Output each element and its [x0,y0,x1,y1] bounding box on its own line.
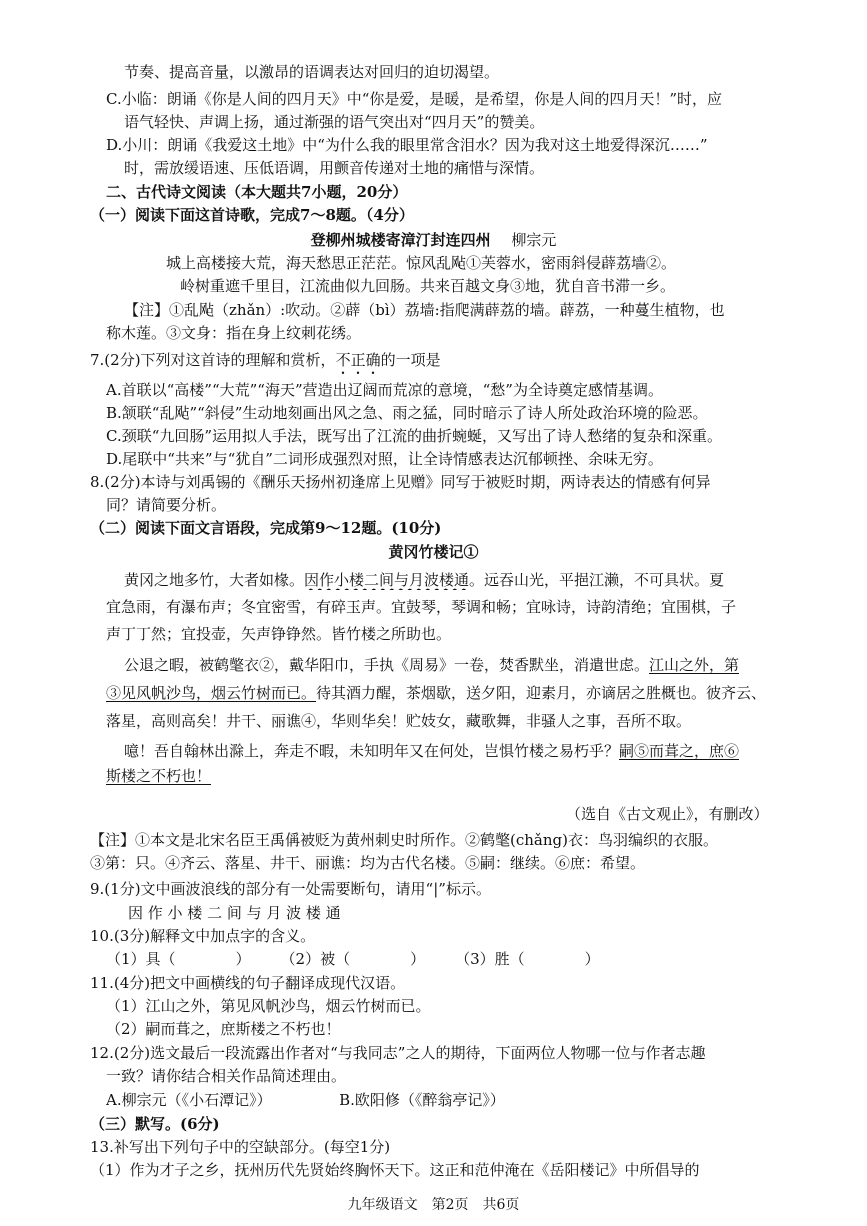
question-9: 9.(1分)文中画波浪线的部分有一处需要断句，请用“|”标示。 [90,880,491,898]
option-d: D.小川：朗诵《我爱这土地》中“为什么我的眼里常含泪水？因为我对这土地爱得深沉……” [106,136,708,154]
option-c: C.小临：朗诵《你是人间的四月天》中“你是爱，是暖，是希望，你是人间的四月天！”时，应 [106,90,723,108]
underlined-sentence-2b: 斯楼之不朽也！ [106,767,212,785]
question-7: 7.(2分)下列对这首诗的理解和赏析，不正确的一项是 [90,351,441,369]
poem-author: 柳宗元 [511,231,557,249]
question-8-continued: 同？请简要分析。 [106,496,227,514]
question-9-sentence: 因 作 小 楼 二 间 与 月 波 楼 通 [128,904,341,922]
poem-line-2: 岭树重遮千里目，江流曲似九回肠。共来百越文身③地，犹自音书滞一乡。 [180,277,676,295]
prose-para-2-line-2: ③见风帆沙鸟，烟云竹树而已。待其酒力醒，茶烟歇，送夕阳，迎素月，亦谪居之胜概也。彼齐云、 [106,684,767,702]
prose-para-1-line-1: 黄冈之地多竹，大者如椽。因作小楼二间与月波楼通。远吞山光，平挹江濑，不可具状。夏 [124,571,725,589]
question-7-option-d: D.尾联中“共来”与“犹自”二词形成强烈对照，让全诗情感表达沉郁顿挫、余味无穷。 [106,450,663,468]
poem-note-continued: 称木莲。③文身：指在身上纹刺花绣。 [106,324,362,342]
prose-para-1-line-2: 宜急雨，有瀑布声；冬宜密雪，有碎玉声。宜鼓琴，琴调和畅；宜咏诗，诗韵清绝；宜围棋，子 [106,598,737,616]
subsection-heading-3: （三）默写。(6分) [90,1115,220,1133]
underlined-sentence-2a: 嗣⑤而葺之，庶⑥ [619,742,740,760]
question-13: 13.补写出下列句子中的空缺部分。(每空1分) [90,1138,391,1156]
emphasis-not-correct: 不正确 [335,351,381,369]
prose-title: 黄冈竹楼记① [388,543,479,561]
poem-title: 登柳州城楼寄漳汀封连四州 [310,231,491,249]
question-13-item-1: （1）作为才子之乡，抚州历代先贤始终胸怀天下。这正和范仲淹在《岳阳楼记》中所倡导的 [90,1161,700,1179]
source-note: （选自《古文观止》，有删改） [566,805,769,823]
wavy-underlined-sentence: 因作小楼二间与月波楼通 [304,571,470,589]
prose-note-1: 【注】①本文是北宋名臣王禹偁被贬为黄州刺史时所作。②鹤氅(chǎng)衣：鸟羽编织的衣服。 [90,831,718,849]
question-10: 10.(3分)解释文中加点字的含义。 [90,927,316,945]
section-heading-2: 二、古代诗文阅读（本大题共7小题，20分） [106,183,408,201]
poem-title-line [0,230,867,250]
prose-note-2: ③第：只。④齐云、落星、井干、丽谯：均为古代名楼。⑤嗣：继续。⑥庶：希望。 [90,854,646,872]
underlined-sentence-1b: ③见风帆沙鸟，烟云竹树而已。 [106,684,317,702]
question-7-option-c: C.颈联“九回肠”运用拟人手法，既写出了江流的曲折蜿蜒，又写出了诗人愁绪的复杂和深重。 [106,427,723,445]
question-12-options: A.柳宗元（《小石潭记》） B.欧阳修（《醉翁亭记》） [106,1091,505,1109]
option-b-continued: 节奏、提高音量，以激昂的语调表达对回归的迫切渴望。 [124,63,500,81]
prose-para-2-line-3: 落星，高则高矣！井干、丽谯④，华则华矣！贮妓女，藏歌舞，非骚人之事，吾所不取。 [106,712,692,730]
prose-para-2-line-1: 公退之暇，被鹤氅衣②，戴华阳巾，手执《周易》一卷，焚香默坐，消遣世虑。江山之外，第 [124,656,740,674]
question-7-option-b: B.颔联“乱飐”“斜侵”生动地刻画出风之急、雨之猛，同时暗示了诗人所处政治环境的险恶。 [106,404,708,422]
option-d-continued: 时，需放缓语速、压低语调，用颤音传递对土地的痛惜与深情。 [124,159,545,177]
question-7-option-a: A.首联以“高楼”“大荒”“海天”营造出辽阔而荒凉的意境，“愁”为全诗奠定感情基调。 [106,381,663,399]
prose-para-1-line-3: 声丁丁然；宜投壶，矢声铮铮然。皆竹楼之所助也。 [106,625,452,643]
question-12-continued: 一致？请你结合相关作品简述理由。 [106,1067,347,1085]
subsection-heading-1: （一）阅读下面这首诗歌，完成7～8题。（4分） [90,206,414,224]
prose-para-3-line-1: 噫！吾自翰林出滁上，奔走不暇，未知明年又在何处，岂惧竹楼之易朽乎？嗣⑤而葺之，庶⑥ [124,742,740,760]
question-10-blanks: （1）具（ ） （2）被（ ） （3）胜（ ） [106,950,600,968]
underlined-sentence-1a: 江山之外，第 [649,656,740,674]
question-11: 11.(4分)把文中画横线的句子翻译成现代汉语。 [90,974,406,992]
poem-note: 【注】①乱飐（zhǎn）:吹动。②薜（bì）荔墙:指爬满薜荔的墙。薜荔，一种蔓生植物，也 [124,301,725,319]
poem-line-1: 城上高楼接大荒，海天愁思正茫茫。惊风乱飐①芙蓉水，密雨斜侵薜荔墙②。 [166,254,677,272]
question-12: 12.(2分)选文最后一段流露出作者对“与我同志”之人的期待，下面两位人物哪一位与作者志趣 [90,1044,706,1062]
subsection-heading-2: （二）阅读下面文言语段，完成第9～12题。(10分) [90,519,442,537]
option-c-continued: 语气轻快、声调上扬，通过渐强的语气突出对“四月天”的赞美。 [124,113,545,131]
question-8: 8.(2分)本诗与刘禹锡的《酬乐天扬州初逢席上见赠》同写于被贬时期，两诗表达的情感有何异 [90,473,711,491]
prose-para-3-line-2 [106,766,211,786]
question-11-item-1: （1）江山之外，第见风帆沙鸟，烟云竹树而已。 [106,997,431,1015]
question-11-item-2: （2）嗣而葺之，庶斯楼之不朽也！ [106,1020,341,1038]
page-footer: 九年级语文 第2页 共6页 [347,1197,520,1213]
